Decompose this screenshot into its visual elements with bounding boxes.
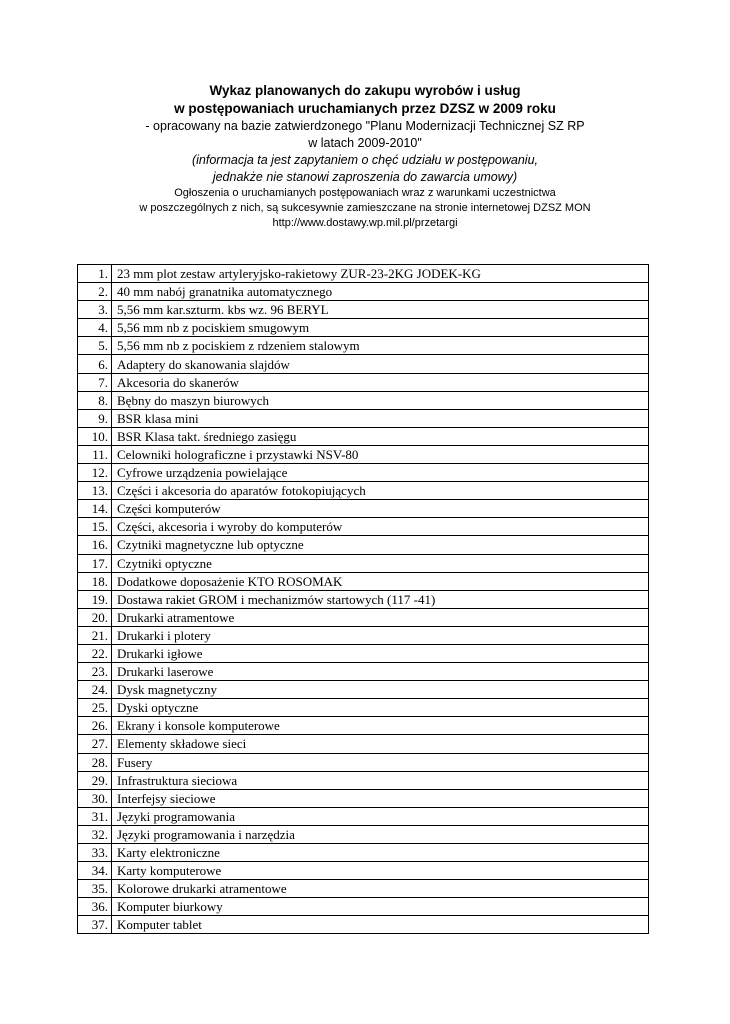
item-number: 14. — [78, 500, 112, 518]
item-number: 35. — [78, 880, 112, 898]
table-row — [78, 717, 649, 735]
table-row — [78, 373, 649, 391]
item-number: 28. — [78, 753, 112, 771]
table-row — [78, 482, 649, 500]
table-row — [78, 898, 649, 916]
item-number: 24. — [78, 681, 112, 699]
table-row — [78, 699, 649, 717]
item-name: Języki programowania i narzędzia — [112, 825, 649, 843]
item-name: Akcesoria do skanerów — [112, 373, 649, 391]
item-number: 3. — [78, 301, 112, 319]
item-number: 31. — [78, 807, 112, 825]
item-name: Dodatkowe doposażenie KTO ROSOMAK — [112, 572, 649, 590]
item-number: 36. — [78, 898, 112, 916]
item-number: 23. — [78, 663, 112, 681]
table-row — [78, 283, 649, 301]
table-row — [78, 391, 649, 409]
table-row — [78, 916, 649, 934]
item-number: 6. — [78, 355, 112, 373]
item-name: BSR Klasa takt. średniego zasięgu — [112, 427, 649, 445]
item-name: Infrastruktura sieciowa — [112, 771, 649, 789]
item-name: Części, akcesoria i wyroby do komputerów — [112, 518, 649, 536]
document-header — [0, 82, 730, 231]
table-row — [78, 681, 649, 699]
table-row — [78, 464, 649, 482]
item-number: 25. — [78, 699, 112, 717]
table-row — [78, 355, 649, 373]
table-row — [78, 663, 649, 681]
item-name: Drukarki igłowe — [112, 644, 649, 662]
item-name: Elementy składowe sieci — [112, 735, 649, 753]
item-name: Czytniki optyczne — [112, 554, 649, 572]
item-name: Ekrany i konsole komputerowe — [112, 717, 649, 735]
item-name: Drukarki laserowe — [112, 663, 649, 681]
item-number: 15. — [78, 518, 112, 536]
item-name: Części i akcesoria do aparatów fotokopiujących — [112, 482, 649, 500]
item-number: 5. — [78, 337, 112, 355]
table-row — [78, 825, 649, 843]
item-number: 27. — [78, 735, 112, 753]
table-row — [78, 265, 649, 283]
item-number: 7. — [78, 373, 112, 391]
item-name: Dyski optyczne — [112, 699, 649, 717]
title-line-1: Wykaz planowanych do zakupu wyrobów i usług — [209, 83, 521, 98]
item-name: 5,56 mm kar.szturm. kbs wz. 96 BERYL — [112, 301, 649, 319]
basis-line-1: - opracowany na bazie zatwierdzonego "Planu Modernizacji Technicznej SZ RP — [145, 119, 585, 133]
item-name: Bębny do maszyn biurowych — [112, 391, 649, 409]
item-number: 26. — [78, 717, 112, 735]
item-name: Karty komputerowe — [112, 862, 649, 880]
item-number: 37. — [78, 916, 112, 934]
item-name: Komputer tablet — [112, 916, 649, 934]
table-row — [78, 844, 649, 862]
item-number: 21. — [78, 626, 112, 644]
item-number: 10. — [78, 427, 112, 445]
table-row — [78, 880, 649, 898]
item-name: Fusery — [112, 753, 649, 771]
item-number: 32. — [78, 825, 112, 843]
item-name: Interfejsy sieciowe — [112, 789, 649, 807]
table-row — [78, 789, 649, 807]
item-number: 18. — [78, 572, 112, 590]
table-row — [78, 337, 649, 355]
item-number: 30. — [78, 789, 112, 807]
table-row — [78, 735, 649, 753]
title-line-2: w postępowaniach uruchamianych przez DZSZ w 2009 roku — [174, 101, 556, 116]
item-name: BSR klasa mini — [112, 409, 649, 427]
item-name: Komputer biurkowy — [112, 898, 649, 916]
table-row — [78, 319, 649, 337]
item-number: 8. — [78, 391, 112, 409]
item-name: 5,56 mm nb z pociskiem smugowym — [112, 319, 649, 337]
website-url: http://www.dostawy.wp.mil.pl/przetargi — [272, 217, 458, 229]
table-row — [78, 590, 649, 608]
table-row — [78, 427, 649, 445]
note-line-2: jednakże nie stanowi zaproszenia do zawarcia umowy) — [212, 170, 518, 184]
item-number: 33. — [78, 844, 112, 862]
item-name: Dysk magnetyczny — [112, 681, 649, 699]
table-row — [78, 626, 649, 644]
items-table — [77, 264, 649, 934]
item-number: 4. — [78, 319, 112, 337]
item-number: 22. — [78, 644, 112, 662]
item-name: Drukarki i plotery — [112, 626, 649, 644]
item-number: 19. — [78, 590, 112, 608]
table-row — [78, 301, 649, 319]
item-name: Karty elektroniczne — [112, 844, 649, 862]
item-name: Części komputerów — [112, 500, 649, 518]
table-row — [78, 753, 649, 771]
table-row — [78, 771, 649, 789]
item-number: 29. — [78, 771, 112, 789]
table-row — [78, 608, 649, 626]
item-number: 20. — [78, 608, 112, 626]
info-line-1: Ogłoszenia o uruchamianych postępowaniach wraz z warunkami uczestnictwa — [174, 187, 556, 199]
item-number: 2. — [78, 283, 112, 301]
item-number: 17. — [78, 554, 112, 572]
table-row — [78, 862, 649, 880]
item-name: Dostawa rakiet GROM i mechanizmów startowych (117 -41) — [112, 590, 649, 608]
item-name: Czytniki magnetyczne lub optyczne — [112, 536, 649, 554]
table-row — [78, 536, 649, 554]
item-name: 23 mm plot zestaw artyleryjsko-rakietowy ZUR-23-2KG JODEK-KG — [112, 265, 649, 283]
table-row — [78, 518, 649, 536]
table-row — [78, 572, 649, 590]
item-name: Adaptery do skanowania slajdów — [112, 355, 649, 373]
items-table-body — [78, 265, 649, 934]
item-name: Języki programowania — [112, 807, 649, 825]
info-line-2: w poszczególnych z nich, są sukcesywnie zamieszczane na stronie internetowej DZSZ MON — [139, 202, 591, 214]
table-row — [78, 554, 649, 572]
table-row — [78, 445, 649, 463]
item-name: 40 mm nabój granatnika automatycznego — [112, 283, 649, 301]
item-name: 5,56 mm nb z pociskiem z rdzeniem stalowym — [112, 337, 649, 355]
item-number: 16. — [78, 536, 112, 554]
item-number: 13. — [78, 482, 112, 500]
basis-line-2: w latach 2009-2010" — [308, 136, 422, 150]
item-number: 11. — [78, 445, 112, 463]
table-row — [78, 807, 649, 825]
item-number: 1. — [78, 265, 112, 283]
item-name: Kolorowe drukarki atramentowe — [112, 880, 649, 898]
item-name: Celowniki holograficzne i przystawki NSV-80 — [112, 445, 649, 463]
note-line-1: (informacja ta jest zapytaniem o chęć udziału w postępowaniu, — [191, 153, 538, 167]
table-row — [78, 500, 649, 518]
item-number: 34. — [78, 862, 112, 880]
table-row — [78, 644, 649, 662]
item-number: 9. — [78, 409, 112, 427]
item-number: 12. — [78, 464, 112, 482]
item-name: Drukarki atramentowe — [112, 608, 649, 626]
table-row — [78, 409, 649, 427]
item-name: Cyfrowe urządzenia powielające — [112, 464, 649, 482]
